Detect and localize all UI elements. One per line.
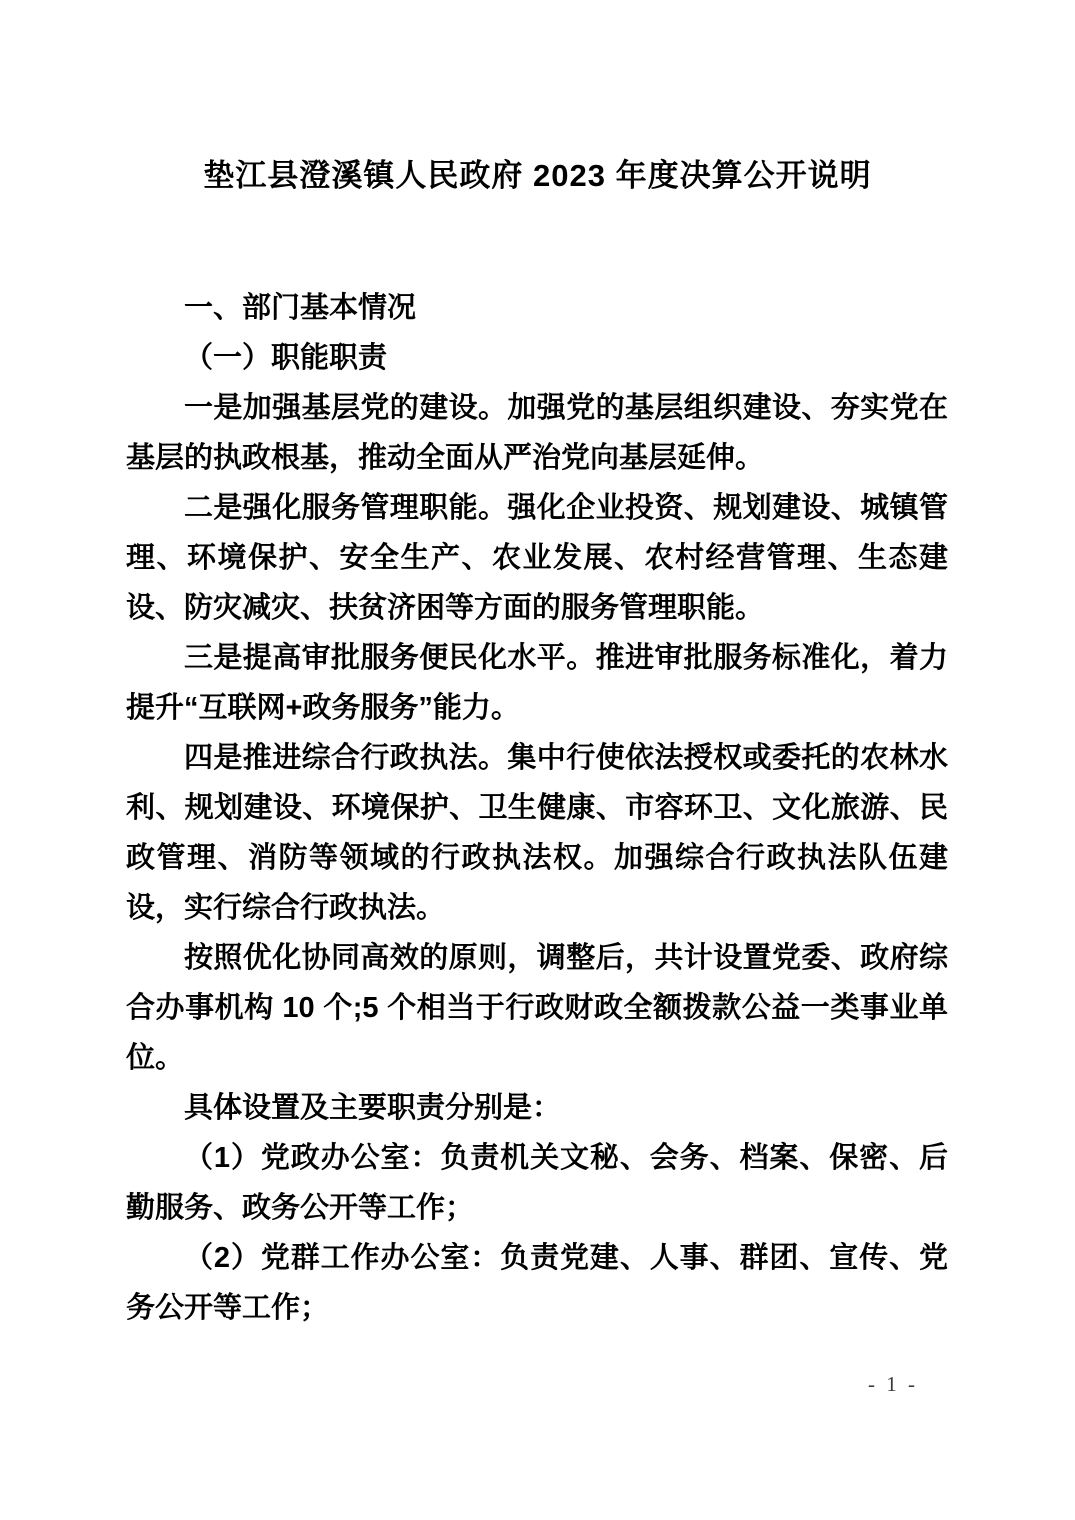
paragraph-office-1-party-government: （1）党政办公室：负责机关文秘、会务、档案、保密、后勤服务、政务公开等工作； — [126, 1142, 948, 1224]
paragraph-office-2-party-mass-work: （2）党群工作办公室：负责党建、人事、群团、宣传、党务公开等工作； — [126, 1242, 948, 1324]
paragraph-organization-adjustment: 按照优化协同高效的原则，调整后，共计设置党委、政府综合办事机构 10 个;5 个相当于行政财政全额拨款公益一类事业单位。 — [126, 942, 948, 1074]
document-title: 垫江县澄溪镇人民政府 2023 年度决算公开说明 — [203, 158, 872, 193]
document-body — [126, 283, 948, 1333]
page-number: - 1 - — [868, 1372, 918, 1396]
section-heading-basic-info: 一、部门基本情况 — [184, 292, 417, 324]
paragraph-duty-1-party-building: 一是加强基层党的建设。加强党的基层组织建设、夯实党在基层的执政根基，推动全面从严治党向基层延伸。 — [126, 392, 948, 474]
paragraph-setup-intro: 具体设置及主要职责分别是： — [184, 1092, 562, 1124]
subsection-heading-duties: （一）职能职责 — [184, 342, 388, 374]
paragraph-duty-2-service-management: 二是强化服务管理职能。强化企业投资、规划建设、城镇管理、环境保护、安全生产、农业发展、农村经营管理、生态建设、防灾减灾、扶贫济困等方面的服务管理职能。 — [126, 492, 948, 624]
paragraph-duty-3-approval-services: 三是提高审批服务便民化水平。推进审批服务标准化，着力提升“互联网+政务服务”能力。 — [126, 642, 948, 724]
paragraph-duty-4-administrative-enforcement: 四是推进综合行政执法。集中行使依法授权或委托的农林水利、规划建设、环境保护、卫生健康、市容环卫、文化旅游、民政管理、消防等领域的行政执法权。加强综合行政执法队伍建设，实行综合行政执法。 — [126, 742, 948, 924]
